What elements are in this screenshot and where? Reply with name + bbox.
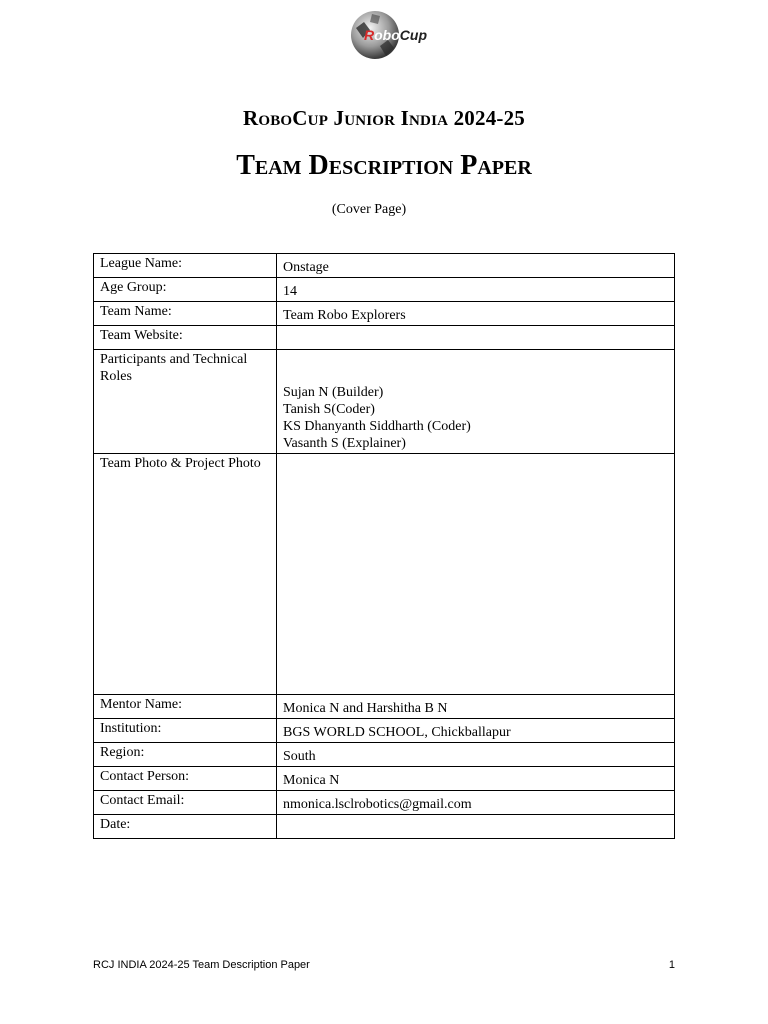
mentor-name-label: Mentor Name:	[94, 695, 277, 719]
institution-label: Institution:	[94, 719, 277, 743]
team-website-label: Team Website:	[94, 326, 277, 350]
table-row	[94, 278, 675, 302]
date-value	[277, 815, 675, 839]
league-name-value: Onstage	[277, 254, 675, 278]
contact-email-value: nmonica.lsclrobotics@gmail.com	[277, 791, 675, 815]
contact-email-label: Contact Email:	[94, 791, 277, 815]
table-row	[94, 743, 675, 767]
cover-page-note: (Cover Page)	[331, 202, 407, 217]
participant-item: Sujan N (Builder)	[283, 385, 384, 400]
table-row	[94, 815, 675, 839]
robocup-logo-icon	[350, 10, 442, 60]
institution-value: BGS WORLD SCHOOL, Chickballapur	[277, 719, 675, 743]
table-row	[94, 719, 675, 743]
participants-value	[277, 350, 675, 454]
league-name-label: League Name:	[94, 254, 277, 278]
mentor-name-value: Monica N and Harshitha B N	[277, 695, 675, 719]
team-name-value: Team Robo Explorers	[277, 302, 675, 326]
svg-text:RoboCup: RoboCup	[364, 27, 427, 43]
table-row	[94, 695, 675, 719]
contact-person-label: Contact Person:	[94, 767, 277, 791]
document-title: RoboCup Junior India 2024-25	[242, 106, 526, 130]
page-number: 1	[668, 959, 675, 971]
region-value: South	[277, 743, 675, 767]
table-row	[94, 302, 675, 326]
table-row	[94, 791, 675, 815]
participant-item: KS Dhanyanth Siddharth (Coder)	[283, 419, 471, 434]
region-label: Region:	[94, 743, 277, 767]
team-info-table	[93, 253, 675, 839]
team-photo-area	[277, 454, 675, 695]
document-subtitle: Team Description Paper	[236, 150, 532, 181]
team-name-label: Team Name:	[94, 302, 277, 326]
participant-item: Tanish S(Coder)	[283, 402, 375, 417]
date-label: Date:	[94, 815, 277, 839]
footer-text: RCJ INDIA 2024-25 Team Description Paper	[93, 959, 310, 971]
participant-item: Vasanth S (Explainer)	[283, 436, 406, 451]
robocup-logo	[350, 10, 442, 60]
team-photo-label: Team Photo & Project Photo	[94, 454, 277, 695]
table-row	[94, 454, 675, 695]
table-row	[94, 350, 675, 454]
team-website-value	[277, 326, 675, 350]
table-row	[94, 254, 675, 278]
participants-label: Participants and Technical Roles	[94, 350, 277, 454]
table-row	[94, 326, 675, 350]
contact-person-value: Monica N	[277, 767, 675, 791]
age-group-value: 14	[277, 278, 675, 302]
age-group-label: Age Group:	[94, 278, 277, 302]
table-row	[94, 767, 675, 791]
